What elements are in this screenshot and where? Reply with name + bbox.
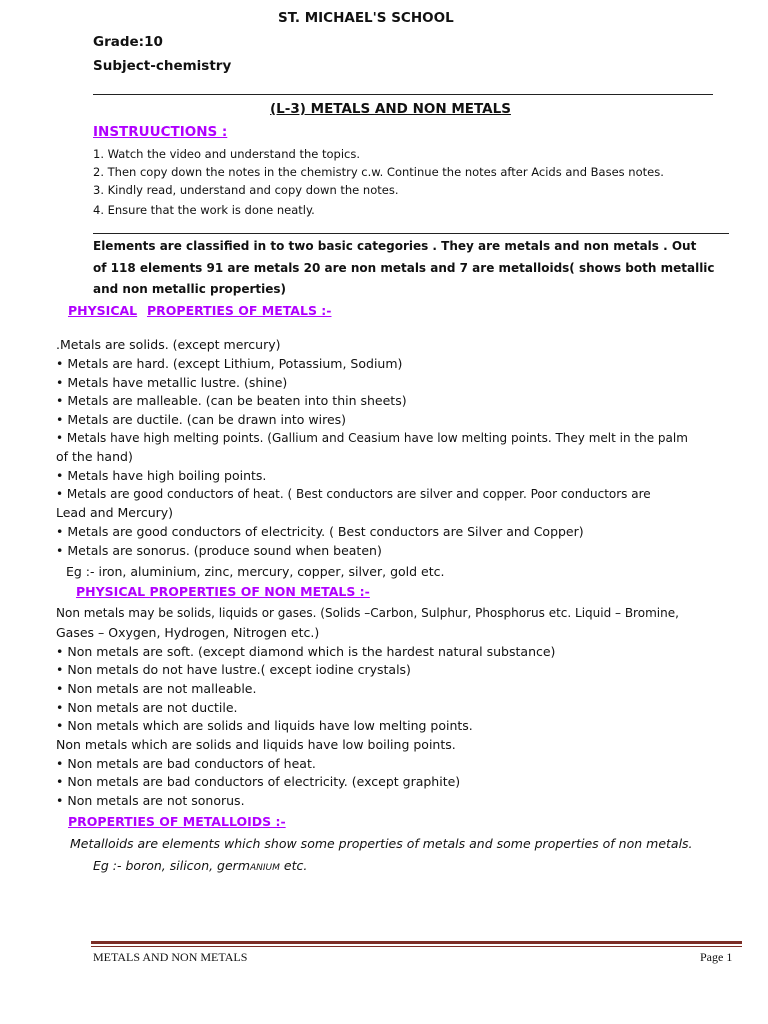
lesson-title: (L-3) METALS AND NON METALS — [270, 101, 511, 117]
footer-rule-thick — [91, 941, 742, 944]
footer-title: METALS AND NON METALS — [93, 950, 248, 964]
nonmetals-property-line: • Non metals are not malleable. — [56, 681, 257, 696]
intro-line: and non metallic properties) — [93, 282, 287, 296]
metals-property-line: • Metals are good conductors of electricity. ( Best conductors are Silver and Copper) — [56, 524, 584, 539]
nonmetals-property-line: • Non metals which are solids and liquids have low melting points. — [56, 718, 473, 733]
instruction-item: 4. Ensure that the work is done neatly. — [93, 203, 315, 217]
metals-example: Eg :- iron, aluminium, zinc, mercury, copper, silver, gold etc. — [66, 564, 445, 579]
footer-rule-thin — [91, 946, 742, 947]
instruction-item: 3. Kindly read, understand and copy down the notes. — [93, 183, 399, 197]
metalloids-heading: PROPERTIES OF METALLOIDS :- — [68, 814, 286, 829]
nonmetals-property-line: • Non metals are not sonorus. — [56, 793, 245, 808]
metals-property-line: • Metals are malleable. (can be beaten into thin sheets) — [56, 393, 407, 408]
instructions-heading: INSTRUUCTIONS : — [93, 124, 228, 140]
instruction-item: 1. Watch the video and understand the topics. — [93, 147, 360, 161]
metals-property-line: • Metals have metallic lustre. (shine) — [56, 375, 288, 390]
instruction-item: 2. Then copy down the notes in the chemistry c.w. Continue the notes after Acids and Bases notes. — [93, 165, 664, 179]
subject-label: Subject-chemistry — [93, 58, 232, 74]
nonmetals-property-line: • Non metals are bad conductors of heat. — [56, 756, 316, 771]
metals-property-line: • Metals have high melting points. (Gallium and Ceasium have low melting points. They melt in the palm — [56, 431, 688, 445]
metalloids-example — [93, 858, 307, 873]
header-divider — [93, 94, 713, 95]
nonmetals-property-line: Gases – Oxygen, Hydrogen, Nitrogen etc.) — [56, 625, 320, 640]
nonmetals-property-line: • Non metals do not have lustre.( except iodine crystals) — [56, 662, 411, 677]
metals-property-line: • Metals have high boiling points. — [56, 468, 267, 483]
metalloids-description: Metalloids are elements which show some properties of metals and some properties of non metals. — [70, 836, 693, 851]
metals-property-line: • Metals are sonorus. (produce sound when beaten) — [56, 543, 382, 558]
metals-property-line: • Metals are good conductors of heat. ( Best conductors are silver and copper. Poor conductors are — [56, 487, 651, 501]
metals-property-line: of the hand) — [56, 449, 133, 464]
nonmetals-property-line: Non metals may be solids, liquids or gases. (Solids –Carbon, Sulphur, Phosphorus etc. Liquid – Bromine, — [56, 606, 679, 620]
nonmetals-heading: PHYSICAL PROPERTIES OF NON METALS :- — [76, 584, 370, 599]
metalloids-example-suffix: etc. — [279, 858, 308, 873]
metalloids-example-small: ANIUM — [250, 863, 280, 873]
nonmetals-property-line: • Non metals are soft. (except diamond which is the hardest natural substance) — [56, 644, 556, 659]
metals-property-line: • Metals are ductile. (can be drawn into wires) — [56, 412, 347, 427]
instructions-divider — [93, 233, 729, 234]
metals-property-line: .Metals are solids. (except mercury) — [56, 337, 281, 352]
school-name: ST. MICHAEL'S SCHOOL — [278, 10, 454, 26]
nonmetals-property-line: Non metals which are solids and liquids have low boiling points. — [56, 737, 456, 752]
intro-line: of 118 elements 91 are metals 20 are non metals and 7 are metalloids( shows both metallic — [93, 261, 715, 275]
metals-heading-part2: PROPERTIES OF METALS :- — [147, 303, 332, 318]
metals-property-line: • Metals are hard. (except Lithium, Potassium, Sodium) — [56, 356, 403, 371]
intro-line: Elements are classified in to two basic categories . They are metals and non metals . Out — [93, 239, 697, 253]
nonmetals-property-line: • Non metals are not ductile. — [56, 700, 238, 715]
nonmetals-property-line: • Non metals are bad conductors of electricity. (except graphite) — [56, 774, 461, 789]
metals-property-line: Lead and Mercury) — [56, 505, 174, 520]
metals-heading-part1: PHYSICAL — [68, 303, 138, 318]
grade-label: Grade:10 — [93, 34, 163, 50]
page-number: Page 1 — [700, 950, 733, 964]
metalloids-example-prefix: Eg :- boron, silicon, germ — [93, 858, 251, 873]
